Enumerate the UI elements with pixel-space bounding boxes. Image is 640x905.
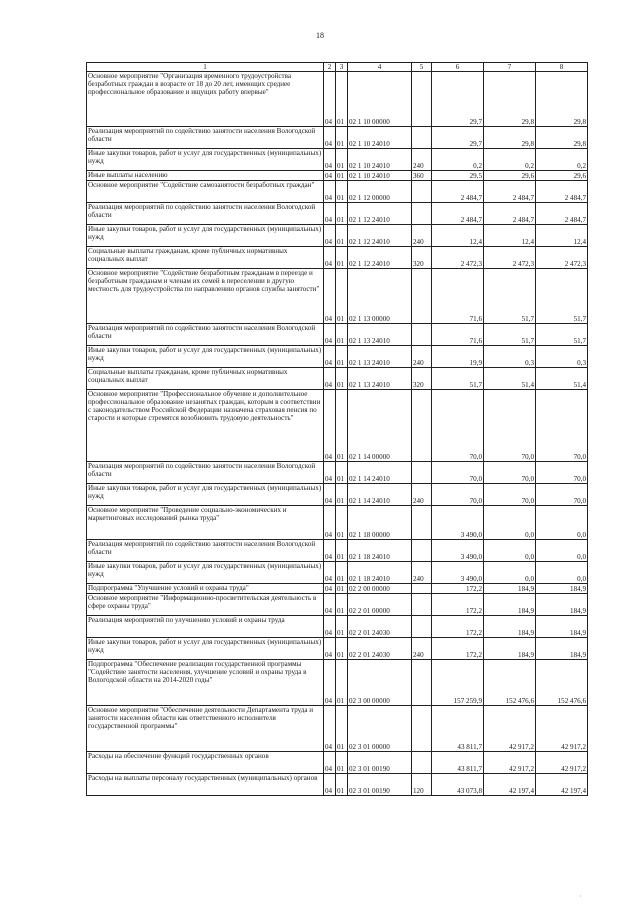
row-target-article: 02 3 01 00190 — [348, 752, 412, 774]
row-amount-1: 70,0 — [432, 390, 484, 462]
row-subsection: 01 — [336, 149, 348, 171]
row-subsection: 01 — [336, 346, 348, 368]
row-name: Реализация мероприятий по содействию занятости населения Вологодской области — [87, 540, 324, 562]
row-amount-3: 184,9 — [536, 584, 588, 594]
row-expense-type — [412, 616, 432, 638]
row-amount-1: 157 259,9 — [432, 660, 484, 706]
row-expense-type: 360 — [412, 171, 432, 181]
row-expense-type — [412, 462, 432, 484]
row-expense-type: 240 — [412, 484, 432, 506]
table-row — [87, 390, 588, 462]
row-target-article: 02 2 01 00000 — [348, 594, 412, 616]
row-expense-type: 240 — [412, 225, 432, 247]
row-target-article: 02 1 10 24010 — [348, 149, 412, 171]
row-amount-3: 0,0 — [536, 562, 588, 584]
table-row — [87, 247, 588, 269]
row-expense-type: 240 — [412, 149, 432, 171]
row-amount-1: 43 811,7 — [432, 706, 484, 752]
row-subsection: 01 — [336, 390, 348, 462]
row-amount-1: 12,4 — [432, 225, 484, 247]
row-target-article: 02 1 13 24010 — [348, 368, 412, 390]
row-amount-2: 2 484,7 — [484, 181, 536, 203]
table-row — [87, 774, 588, 796]
row-amount-1: 3 490,0 — [432, 540, 484, 562]
row-amount-1: 172,2 — [432, 616, 484, 638]
column-header-7: 7 — [484, 63, 536, 72]
row-amount-3: 51,7 — [536, 324, 588, 346]
row-subsection: 01 — [336, 506, 348, 540]
corner-mark: ' — [580, 896, 581, 901]
row-section: 04 — [324, 562, 336, 584]
row-name: Социальные выплаты гражданам, кроме публичных нормативных социальных выплат — [87, 247, 324, 269]
row-amount-2: 0,3 — [484, 346, 536, 368]
row-amount-1: 43 811,7 — [432, 752, 484, 774]
row-amount-1: 3 490,0 — [432, 506, 484, 540]
row-amount-2: 70,0 — [484, 484, 536, 506]
row-subsection: 01 — [336, 181, 348, 203]
row-section: 04 — [324, 324, 336, 346]
row-amount-1: 71,6 — [432, 269, 484, 324]
row-target-article: 02 1 10 00000 — [348, 72, 412, 127]
table-row — [87, 752, 588, 774]
row-expense-type: 240 — [412, 638, 432, 660]
row-amount-3: 70,0 — [536, 484, 588, 506]
row-target-article: 02 1 13 00000 — [348, 269, 412, 324]
row-amount-1: 51,7 — [432, 368, 484, 390]
row-name: Расходы на обеспечение функций государственных органов — [87, 752, 324, 774]
row-name: Основное мероприятие "Содействие безработным гражданам в переезде и безработным гражданам и членам их семей в переселении в другую местность для трудоустройства по направлению органов службы занятости" — [87, 269, 324, 324]
row-section: 04 — [324, 660, 336, 706]
table-row — [87, 149, 588, 171]
row-subsection: 01 — [336, 225, 348, 247]
row-amount-1: 43 073,8 — [432, 774, 484, 796]
row-amount-1: 70,0 — [432, 462, 484, 484]
row-target-article: 02 1 12 24010 — [348, 225, 412, 247]
row-amount-2: 29,8 — [484, 127, 536, 149]
row-expense-type — [412, 390, 432, 462]
row-section: 04 — [324, 247, 336, 269]
row-section: 04 — [324, 203, 336, 225]
row-amount-1: 2 484,7 — [432, 181, 484, 203]
row-target-article: 02 1 10 24010 — [348, 127, 412, 149]
table-row — [87, 127, 588, 149]
row-name: Расходы на выплаты персоналу государственных (муниципальных) органов — [87, 774, 324, 796]
row-amount-1: 0,2 — [432, 149, 484, 171]
row-section: 04 — [324, 506, 336, 540]
row-section: 04 — [324, 346, 336, 368]
row-subsection: 01 — [336, 324, 348, 346]
table-row — [87, 584, 588, 594]
table-row — [87, 225, 588, 247]
row-section: 04 — [324, 706, 336, 752]
row-amount-1: 172,2 — [432, 584, 484, 594]
row-amount-2: 51,7 — [484, 269, 536, 324]
row-expense-type: 240 — [412, 346, 432, 368]
row-subsection: 01 — [336, 540, 348, 562]
row-subsection: 01 — [336, 247, 348, 269]
row-subsection: 01 — [336, 752, 348, 774]
row-amount-2: 42 197,4 — [484, 774, 536, 796]
row-section: 04 — [324, 181, 336, 203]
table-row — [87, 616, 588, 638]
row-target-article: 02 1 18 00000 — [348, 506, 412, 540]
row-section: 04 — [324, 484, 336, 506]
row-expense-type — [412, 506, 432, 540]
row-expense-type — [412, 127, 432, 149]
row-amount-3: 29,8 — [536, 72, 588, 127]
row-amount-3: 0,0 — [536, 506, 588, 540]
table-row — [87, 540, 588, 562]
row-amount-1: 29,5 — [432, 171, 484, 181]
row-section: 04 — [324, 171, 336, 181]
row-name: Основное мероприятие "Профессиональное обучение и дополнительное профессиональное образование незанятых граждан, которым в соответствии с законодательством Российской Федерации назначена страховая пенсия по старости и которые стремятся возобновить трудовую деятельность" — [87, 390, 324, 462]
column-header-6: 6 — [432, 63, 484, 72]
table-body — [87, 72, 588, 796]
column-header-2: 2 — [324, 63, 336, 72]
row-amount-3: 2 484,7 — [536, 203, 588, 225]
row-target-article: 02 3 00 00000 — [348, 660, 412, 706]
row-name: Социальные выплаты гражданам, кроме публичных нормативных социальных выплат — [87, 368, 324, 390]
row-amount-2: 0,2 — [484, 149, 536, 171]
row-subsection: 01 — [336, 774, 348, 796]
row-expense-type — [412, 269, 432, 324]
row-target-article: 02 2 01 24030 — [348, 638, 412, 660]
table-row — [87, 484, 588, 506]
row-section: 04 — [324, 540, 336, 562]
row-amount-1: 172,2 — [432, 638, 484, 660]
row-amount-2: 42 917,2 — [484, 706, 536, 752]
row-target-article: 02 1 10 24010 — [348, 171, 412, 181]
row-amount-2: 70,0 — [484, 390, 536, 462]
row-amount-2: 152 476,6 — [484, 660, 536, 706]
row-name: Иные закупки товаров, работ и услуг для государственных (муниципальных) нужд — [87, 484, 324, 506]
row-amount-2: 70,0 — [484, 462, 536, 484]
row-section: 04 — [324, 774, 336, 796]
row-target-article: 02 1 13 24010 — [348, 346, 412, 368]
row-target-article: 02 1 12 00000 — [348, 181, 412, 203]
column-header-8: 8 — [536, 63, 588, 72]
row-subsection: 01 — [336, 660, 348, 706]
row-name: Основное мероприятие "Обеспечение деятельности Департамента труда и занятости населения области как ответственного исполнителя государственной программы" — [87, 706, 324, 752]
row-expense-type: 240 — [412, 562, 432, 584]
row-amount-3: 51,7 — [536, 269, 588, 324]
row-name: Основное мероприятие "Организация временного трудоустройства безработных граждан в возрасте от 18 до 20 лет, имеющих среднее профессиональное образование и ищущих работу впервые" — [87, 72, 324, 127]
row-name: Основное мероприятие "Содействие самозанятости безработных граждан" — [87, 181, 324, 203]
row-amount-1: 70,0 — [432, 484, 484, 506]
row-amount-3: 184,9 — [536, 616, 588, 638]
row-subsection: 01 — [336, 72, 348, 127]
row-subsection: 01 — [336, 484, 348, 506]
table-row — [87, 203, 588, 225]
row-amount-1: 2 472,3 — [432, 247, 484, 269]
row-section: 04 — [324, 594, 336, 616]
row-amount-2: 51,7 — [484, 324, 536, 346]
row-section: 04 — [324, 638, 336, 660]
row-amount-1: 19,9 — [432, 346, 484, 368]
table-row — [87, 594, 588, 616]
table-row — [87, 324, 588, 346]
row-amount-3: 184,9 — [536, 638, 588, 660]
row-target-article: 02 2 00 00000 — [348, 584, 412, 594]
table-row — [87, 660, 588, 706]
row-subsection: 01 — [336, 706, 348, 752]
page-number: 18 — [316, 31, 324, 40]
row-expense-type — [412, 594, 432, 616]
header-row — [87, 63, 588, 72]
row-name: Подпрограмма "Улучшение условий и охраны труда" — [87, 584, 324, 594]
row-section: 04 — [324, 149, 336, 171]
row-target-article: 02 2 01 24030 — [348, 616, 412, 638]
row-amount-2: 29,6 — [484, 171, 536, 181]
row-amount-2: 184,9 — [484, 638, 536, 660]
row-target-article: 02 1 13 24010 — [348, 324, 412, 346]
row-target-article: 02 1 12 24010 — [348, 247, 412, 269]
column-header-1: 1 — [87, 63, 324, 72]
row-amount-2: 2 484,7 — [484, 203, 536, 225]
row-name: Реализация мероприятий по улучшению условий и охраны труда — [87, 616, 324, 638]
row-subsection: 01 — [336, 203, 348, 225]
row-name: Реализация мероприятий по содействию занятости населения Вологодской области — [87, 324, 324, 346]
table-row — [87, 171, 588, 181]
row-target-article: 02 1 14 24010 — [348, 462, 412, 484]
row-amount-2: 42 917,2 — [484, 752, 536, 774]
row-name: Реализация мероприятий по содействию занятости населения Вологодской области — [87, 127, 324, 149]
row-subsection: 01 — [336, 171, 348, 181]
row-name: Иные закупки товаров, работ и услуг для государственных (муниципальных) нужд — [87, 346, 324, 368]
row-amount-3: 51,4 — [536, 368, 588, 390]
row-name: Реализация мероприятий по содействию занятости населения Вологодской области — [87, 203, 324, 225]
budget-table — [86, 62, 588, 796]
row-subsection: 01 — [336, 584, 348, 594]
row-section: 04 — [324, 269, 336, 324]
table-row — [87, 72, 588, 127]
row-amount-3: 152 476,6 — [536, 660, 588, 706]
row-expense-type — [412, 324, 432, 346]
row-amount-3: 29,8 — [536, 127, 588, 149]
row-subsection: 01 — [336, 127, 348, 149]
row-expense-type — [412, 752, 432, 774]
row-expense-type: 120 — [412, 774, 432, 796]
row-section: 04 — [324, 127, 336, 149]
row-subsection: 01 — [336, 462, 348, 484]
row-name: Иные закупки товаров, работ и услуг для государственных (муниципальных) нужд — [87, 225, 324, 247]
row-amount-1: 172,2 — [432, 594, 484, 616]
row-amount-2: 0,0 — [484, 506, 536, 540]
row-expense-type — [412, 584, 432, 594]
row-section: 04 — [324, 225, 336, 247]
row-expense-type: 320 — [412, 368, 432, 390]
row-subsection: 01 — [336, 562, 348, 584]
table-row — [87, 368, 588, 390]
row-amount-3: 42 917,2 — [536, 706, 588, 752]
row-amount-3: 12,4 — [536, 225, 588, 247]
row-subsection: 01 — [336, 269, 348, 324]
row-target-article: 02 1 18 24010 — [348, 562, 412, 584]
row-expense-type — [412, 540, 432, 562]
row-section: 04 — [324, 752, 336, 774]
row-amount-2: 0,0 — [484, 562, 536, 584]
table-row — [87, 706, 588, 752]
row-amount-3: 2 472,3 — [536, 247, 588, 269]
column-header-4: 4 — [348, 63, 412, 72]
row-name: Реализация мероприятий по содействию занятости населения Вологодской области — [87, 462, 324, 484]
row-name: Иные выплаты населению — [87, 171, 324, 181]
row-section: 04 — [324, 368, 336, 390]
row-section: 04 — [324, 72, 336, 127]
row-name: Подпрограмма "Обеспечение реализации государственной программы "Содействие занятости населения, улучшение условий и охраны труда в Вологодской области на 2014-2020 годы" — [87, 660, 324, 706]
row-subsection: 01 — [336, 368, 348, 390]
row-expense-type — [412, 203, 432, 225]
row-subsection: 01 — [336, 638, 348, 660]
row-amount-3: 42 197,4 — [536, 774, 588, 796]
row-amount-2: 184,9 — [484, 616, 536, 638]
row-amount-2: 29,8 — [484, 72, 536, 127]
column-header-5: 5 — [412, 63, 432, 72]
row-section: 04 — [324, 584, 336, 594]
row-name: Основное мероприятие "Проведение социально-экономических и маркетинговых исследований рынка труда" — [87, 506, 324, 540]
row-target-article: 02 3 01 00190 — [348, 774, 412, 796]
row-amount-3: 70,0 — [536, 462, 588, 484]
row-target-article: 02 1 12 24010 — [348, 203, 412, 225]
row-amount-3: 0,2 — [536, 149, 588, 171]
row-name: Иные закупки товаров, работ и услуг для государственных (муниципальных) нужд — [87, 149, 324, 171]
row-expense-type — [412, 660, 432, 706]
row-amount-1: 2 484,7 — [432, 203, 484, 225]
table-row — [87, 506, 588, 540]
row-amount-2: 0,0 — [484, 540, 536, 562]
row-name: Основное мероприятие "Информационно-просветительская деятельность в сфере охраны труда" — [87, 594, 324, 616]
table-row — [87, 638, 588, 660]
row-expense-type: 320 — [412, 247, 432, 269]
table-row — [87, 462, 588, 484]
table-row — [87, 562, 588, 584]
row-amount-3: 42 917,2 — [536, 752, 588, 774]
row-expense-type — [412, 72, 432, 127]
row-target-article: 02 3 01 00000 — [348, 706, 412, 752]
row-subsection: 01 — [336, 616, 348, 638]
row-amount-2: 184,9 — [484, 594, 536, 616]
row-amount-3: 29,6 — [536, 171, 588, 181]
row-target-article: 02 1 18 24010 — [348, 540, 412, 562]
row-amount-2: 51,4 — [484, 368, 536, 390]
table-row — [87, 269, 588, 324]
row-amount-3: 2 484,7 — [536, 181, 588, 203]
row-section: 04 — [324, 390, 336, 462]
row-amount-3: 0,3 — [536, 346, 588, 368]
row-subsection: 01 — [336, 594, 348, 616]
table-row — [87, 346, 588, 368]
row-amount-1: 3 490,0 — [432, 562, 484, 584]
row-amount-1: 71,6 — [432, 324, 484, 346]
table-row — [87, 181, 588, 203]
row-target-article: 02 1 14 00000 — [348, 390, 412, 462]
column-header-3: 3 — [336, 63, 348, 72]
row-amount-2: 2 472,3 — [484, 247, 536, 269]
row-amount-3: 70,0 — [536, 390, 588, 462]
row-amount-2: 184,9 — [484, 584, 536, 594]
row-name: Иные закупки товаров, работ и услуг для государственных (муниципальных) нужд — [87, 638, 324, 660]
row-expense-type — [412, 706, 432, 752]
row-section: 04 — [324, 616, 336, 638]
row-amount-3: 0,0 — [536, 540, 588, 562]
row-amount-1: 29,7 — [432, 72, 484, 127]
row-section: 04 — [324, 462, 336, 484]
row-amount-1: 29,7 — [432, 127, 484, 149]
row-target-article: 02 1 14 24010 — [348, 484, 412, 506]
row-name: Иные закупки товаров, работ и услуг для государственных (муниципальных) нужд — [87, 562, 324, 584]
row-amount-2: 12,4 — [484, 225, 536, 247]
row-amount-3: 184,9 — [536, 594, 588, 616]
row-expense-type — [412, 181, 432, 203]
